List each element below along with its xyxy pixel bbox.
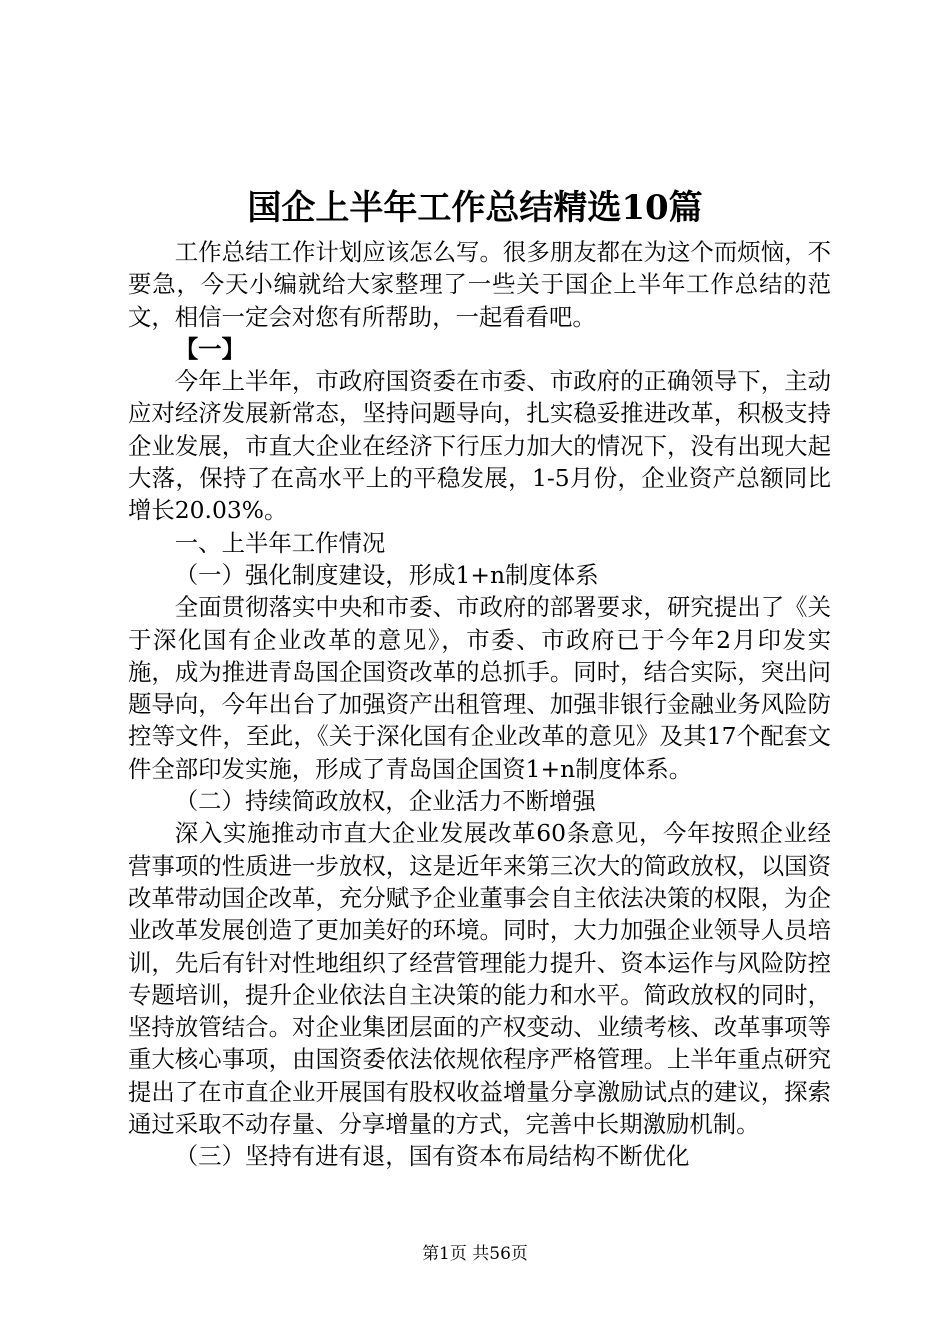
heading-first-half-work: 一、上半年工作情况 <box>174 528 386 557</box>
paragraph-system-building: 全面贯彻落实中央和市委、市政府的部署要求，研究提出了《关于深化国有企业改革的意见》，市委、市政府已于今年2月印发实施，成为推进青岛国企国资改革的总抓手。同时，结合实际，突出问题导向，今年出台了加强资产出租管理、加强非银行金融业务风险防控等文件，至此，《关于深化国有企业改革的意见》及其17个配套文件全部印发实施，形成了青岛国企国资1+n制度体系。 <box>128 593 831 783</box>
summary-paragraph: 今年上半年，市政府国资委在市委、市政府的正确领导下，主动应对经济发展新常态，坚持问题导向，扎实稳妥推进改革，积极支持企业发展，市直大企业在经济下行压力加大的情况下，没有出现大起大落，保持了在高水平上的平稳发展，1-5月份，企业资产总额同比增长20.03%。 <box>128 367 831 525</box>
paragraph-decentralization: 深入实施推动市直大企业发展改革60条意见，今年按照企业经营事项的性质进一步放权，这是近年来第三次大的简政放权，以国资改革带动国企改革，充分赋予企业董事会自主依法决策的权限，为企业改革发展创造了更加美好的环境。同时，大力加强企业领导人员培训，先后有针对性地组织了经营管理能力提升、资本运作与风险防控专题培训，提升企业依法自主决策的能力和水平。简政放权的同时，坚持放管结合。对企业集团层面的产权变动、业绩考核、改革事项等重大核心事项，由国资委依法依规依程序严格管理。上半年重点研究提出了在市直企业开展国有股权收益增量分享激励试点的建议，探索通过采取不动存量、分享增量的方式，完善中长期激励机制。 <box>128 819 831 1139</box>
subheading-capital-layout: （三）坚持有进有退，国有资本布局结构不断优化 <box>174 1142 690 1171</box>
section-marker-one: 【一】 <box>174 334 245 363</box>
page-number-footer: 第1页 共56页 <box>422 1244 528 1264</box>
document-body <box>128 236 831 1173</box>
intro-paragraph: 工作总结工作计划应该怎么写。很多朋友都在为这个而烦恼，不要急，今天小编就给大家整理了一些关于国企上半年工作总结的范文，相信一定会对您有所帮助，一起看看吧。 <box>128 238 831 331</box>
document-title: 国企上半年工作总结精选10篇 <box>247 188 703 228</box>
subheading-decentralization: （二）持续简政放权，企业活力不断增强 <box>174 787 596 816</box>
subheading-system-building: （一）强化制度建设，形成1+n制度体系 <box>174 560 599 589</box>
